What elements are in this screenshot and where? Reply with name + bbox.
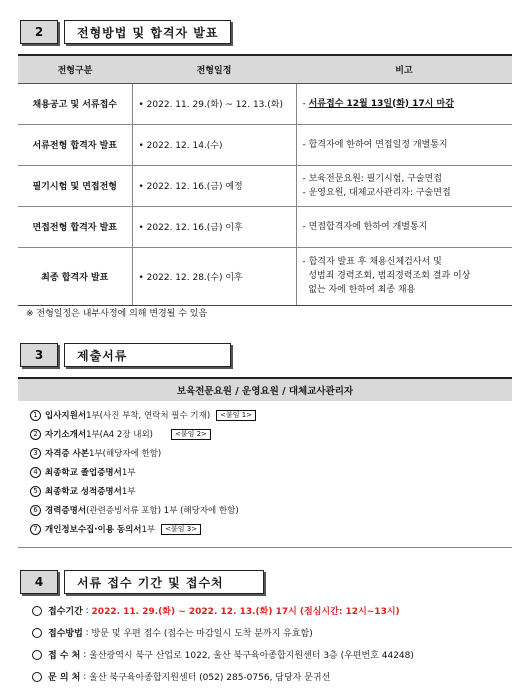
section-title: 전형방법 및 합격자 발표 [64, 20, 231, 44]
docs-header: 보육전문요원 / 운영요원 / 대체교사관리자 [18, 377, 512, 401]
circled-number: 7 [30, 524, 41, 535]
doc-detail: 1부(A4 2장 내외) [86, 430, 153, 440]
column-header: 비고 [296, 55, 512, 83]
table-row [18, 124, 512, 165]
list-item [30, 428, 211, 440]
date-text: 2022. 12. 14.(수) [146, 141, 223, 151]
info-label: 접 수 처 [48, 651, 81, 661]
info-value: 2022. 11. 29.(화) ~ 2022. 12. 13.(화) 17시 (점심시간: 12시~13시) [91, 607, 400, 617]
note-text: 서류접수 12월 13일(화) 17시 마감 [308, 98, 454, 109]
section-title: 서류 접수 기간 및 접수처 [64, 570, 264, 594]
doc-detail: 1부(사진 부착, 연락처 필수 기재) [86, 411, 211, 421]
circle-bullet-icon [32, 672, 42, 682]
date-cell: • 2022. 12. 16.(금) 이후 [132, 206, 296, 247]
date-text: 2022. 12. 16.(금) 예정 [146, 182, 243, 192]
list-item [30, 485, 135, 497]
doc-name: 경력증명서 [45, 506, 87, 516]
stage-cell: 필기시험 및 면접전형 [18, 165, 132, 206]
note-cell: - 합격자 발표 후 채용신체검사서 및 성범죄 경력조회, 범죄경력조회 결과 이상 없는 자에 한하여 최종 채용 [296, 247, 512, 305]
circled-number: 2 [30, 429, 41, 440]
note-text: 합격자 발표 후 채용신체검사서 및 [308, 257, 442, 267]
note-cell: - 합격자에 한하여 면접일정 개별통지 [296, 124, 512, 165]
table-row [18, 83, 512, 124]
stage-cell: 면접전형 합격자 발표 [18, 206, 132, 247]
date-cell: • 2022. 11. 29.(화) ~ 12. 13.(화) [132, 83, 296, 124]
info-label: 접수기간 [48, 607, 83, 617]
doc-name: 최종학교 졸업증명서 [45, 468, 122, 478]
note-text: 합격자에 한하여 면접일정 개별통지 [308, 139, 448, 150]
column-header: 전형구분 [18, 55, 132, 83]
info-label: 접수방법 [48, 629, 83, 639]
circled-number: 4 [30, 467, 41, 478]
section-4-header [20, 570, 264, 594]
doc-name: 개인정보수집·이용 동의서 [45, 525, 142, 535]
info-label: 문 의 처 [48, 673, 81, 683]
list-item: 접 수 처 : 울산광역시 북구 산업로 1022, 울산 북구육아종합지원센터 3층 (우편번호 44248) [32, 648, 414, 661]
note-text: 성범죄 경력조회, 범죄경력조회 결과 이상 [308, 271, 471, 281]
date-text: 2022. 11. 29.(화) ~ 12. 13.(화) [146, 100, 283, 110]
docs-list [18, 401, 512, 548]
list-item: 접수방법 : 방문 및 우편 접수 (접수는 마감일시 도착 분까지 유효함) [32, 626, 313, 639]
date-cell: • 2022. 12. 16.(금) 예정 [132, 165, 296, 206]
note-text: 보육전문요원: 필기시험, 구술면접 [308, 173, 442, 184]
circle-bullet-icon [32, 650, 42, 660]
doc-detail: 1부(해당자에 한함) [89, 449, 162, 459]
circled-number: 5 [30, 486, 41, 497]
section-number: 4 [20, 570, 58, 594]
note-cell: - 보육전문요원: 필기시험, 구술면접 - 운영요원, 대체교사관리자: 구술면접 [296, 165, 512, 206]
section-title: 제출서류 [64, 343, 231, 367]
section-3-header [20, 343, 231, 367]
date-text: 2022. 12. 16.(금) 이후 [146, 223, 243, 233]
attachment-tag: <붙임 2> [171, 429, 211, 440]
note-text: 운영요원, 대체교사관리자: 구술면접 [308, 187, 451, 198]
doc-detail: 1부 [141, 525, 156, 535]
stage-cell: 서류전형 합격자 발표 [18, 124, 132, 165]
doc-detail: (관련증빙서류 포함) 1부 (해당자에 한함) [86, 506, 239, 516]
date-cell: • 2022. 12. 14.(수) [132, 124, 296, 165]
note-cell: - 서류접수 12월 13일(화) 17시 마감 [296, 83, 512, 124]
doc-name: 최종학교 성적증명서 [45, 487, 122, 497]
table-header-row [18, 55, 512, 83]
list-item [30, 447, 161, 459]
schedule-note: ※ 전형일정은 내부사정에 의해 변경될 수 있음 [26, 309, 208, 319]
info-value: 울산광역시 북구 산업로 1022, 울산 북구육아종합지원센터 3층 (우편번호 44248) [89, 651, 414, 661]
attachment-tag: <붙임 1> [216, 410, 256, 421]
list-item: 문 의 처 : 울산 북구육아종합지원센터 (052) 285-0756, 담당자 문귀선 [32, 670, 330, 683]
column-header: 전형일정 [132, 55, 296, 83]
section-number: 3 [20, 343, 58, 367]
list-item [30, 409, 256, 421]
circled-number: 1 [30, 410, 41, 421]
note-cell: - 면접합격자에 한하여 개별통지 [296, 206, 512, 247]
circle-bullet-icon [32, 606, 42, 616]
list-item [30, 466, 135, 478]
info-value: 방문 및 우편 접수 (접수는 마감일시 도착 분까지 유효함) [91, 629, 313, 639]
doc-detail: 1부 [121, 487, 136, 497]
list-item [30, 523, 201, 535]
note-text: 없는 자에 한하여 최종 채용 [308, 285, 416, 295]
section-2-header [20, 20, 231, 44]
stage-cell: 채용공고 및 서류접수 [18, 83, 132, 124]
circled-number: 3 [30, 448, 41, 459]
doc-name: 입사지원서 [45, 411, 87, 421]
list-item [30, 504, 239, 516]
section-number: 2 [20, 20, 58, 44]
date-cell: • 2022. 12. 28.(수) 이후 [132, 247, 296, 305]
circled-number: 6 [30, 505, 41, 516]
doc-name: 자기소개서 [45, 430, 87, 440]
list-item: 접수기간 : 2022. 11. 29.(화) ~ 2022. 12. 13.(화) 17시 (점심시간: 12시~13시) [32, 604, 400, 617]
table-row [18, 247, 512, 305]
table-row [18, 165, 512, 206]
info-value: 울산 북구육아종합지원센터 (052) 285-0756, 담당자 문귀선 [89, 673, 331, 683]
circle-bullet-icon [32, 628, 42, 638]
doc-detail: 1부 [121, 468, 136, 478]
doc-name: 자격증 사본 [45, 449, 90, 459]
stage-cell: 최종 합격자 발표 [18, 247, 132, 305]
date-text: 2022. 12. 28.(수) 이후 [146, 272, 243, 283]
table-row [18, 206, 512, 247]
attachment-tag: <붙임 3> [161, 524, 201, 535]
schedule-table [18, 54, 512, 306]
note-text: 면접합격자에 한하여 개별통지 [308, 221, 428, 232]
